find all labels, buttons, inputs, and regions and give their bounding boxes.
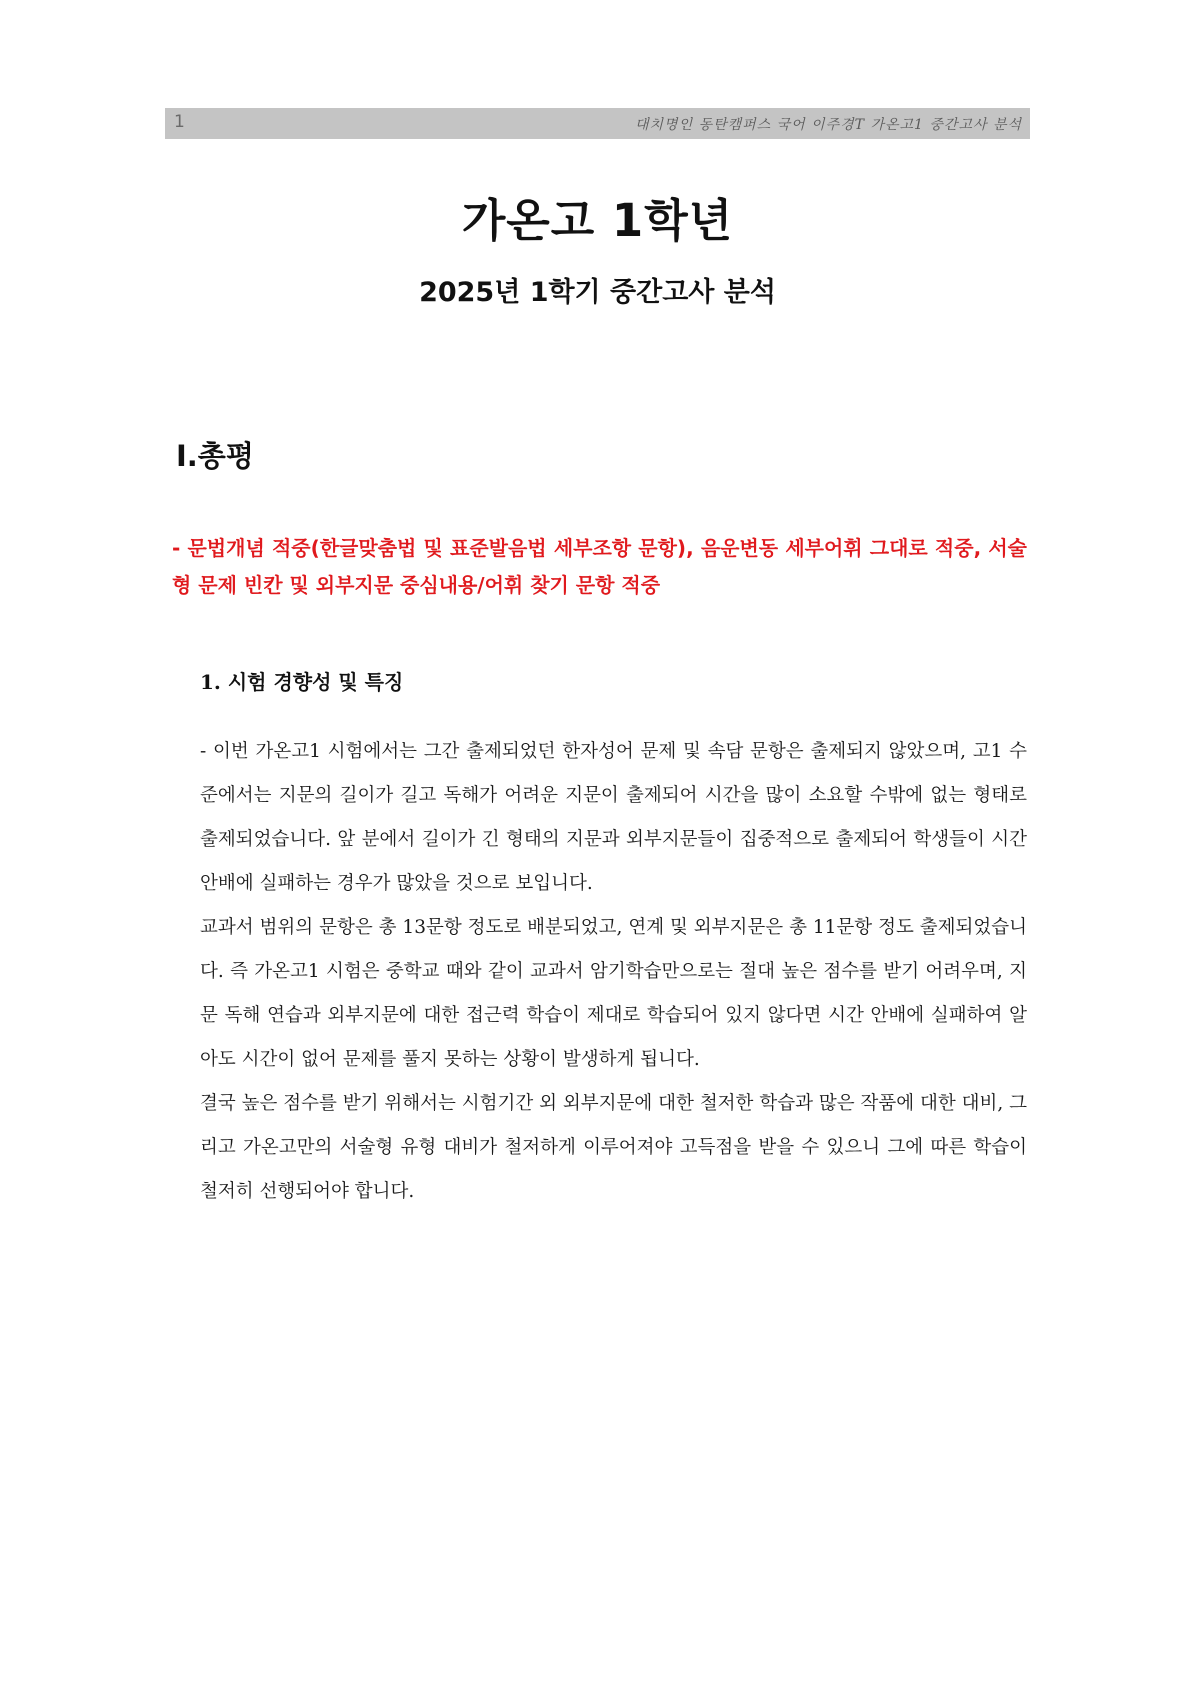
paragraph-3: 결국 높은 점수를 받기 위해서는 시험기간 외 외부지문에 대한 철저한 학습과 많은 작품에 대한 대비, 그리고 가온고만의 서술형 유형 대비가 철저하게 이루어져야 고득점을 받을 수 있으니 그에 따른 학습이 철저히 선행되어야 합니다. [200, 1093, 1027, 1202]
document-subtitle: 2025년 1학기 중간고사 분석 [419, 277, 776, 308]
summary-highlight: - 문법개념 적중(한글맞춤법 및 표준발음법 세부조항 문항), 음운변동 세부어휘 그대로 적중, 서술형 문제 빈칸 및 외부지문 중심내용/어휘 찾기 문항 적중 [172, 536, 1027, 597]
body-text [200, 730, 1027, 1214]
subsection-heading: 1. 시험 경향성 및 특징 [200, 670, 404, 694]
header-caption: 대치명인 동탄캠퍼스 국어 이주경T 가온고1 중간고사 분석 [635, 117, 1022, 133]
paragraph-1: - 이번 가온고1 시험에서는 그간 출제되었던 한자성어 문제 및 속담 문항은 출제되지 않았으며, 고1 수준에서는 지문의 길이가 길고 독해가 어려운 지문이 출제되어 시간을 많이 소요할 수밖에 없는 형태로 출제되었습니다. 앞 분에서 길이가 긴 형태의 지문과 외부지문들이 집중적으로 출제되어 학생들이 시간 안배에 실패하는 경우가 많았을 것으로 보입니다. [200, 741, 1027, 894]
page-number: 1 [174, 112, 185, 132]
section-heading: Ⅰ.총평 [176, 439, 254, 473]
document-title: 가온고 1학년 [461, 194, 734, 247]
paragraph-2: 교과서 범위의 문항은 총 13문항 정도로 배분되었고, 연계 및 외부지문은 총 11문항 정도 출제되었습니다. 즉 가온고1 시험은 중학교 때와 같이 교과서 암기학습만으로는 절대 높은 점수를 받기 어려우며, 지문 독해 연습과 외부지문에 대한 접근력 학습이 제대로 학습되어 있지 않다면 시간 안배에 실패하여 알아도 시간이 없어 문제를 풀지 못하는 상황이 발생하게 됩니다. [200, 917, 1027, 1070]
page-header [165, 108, 1030, 139]
